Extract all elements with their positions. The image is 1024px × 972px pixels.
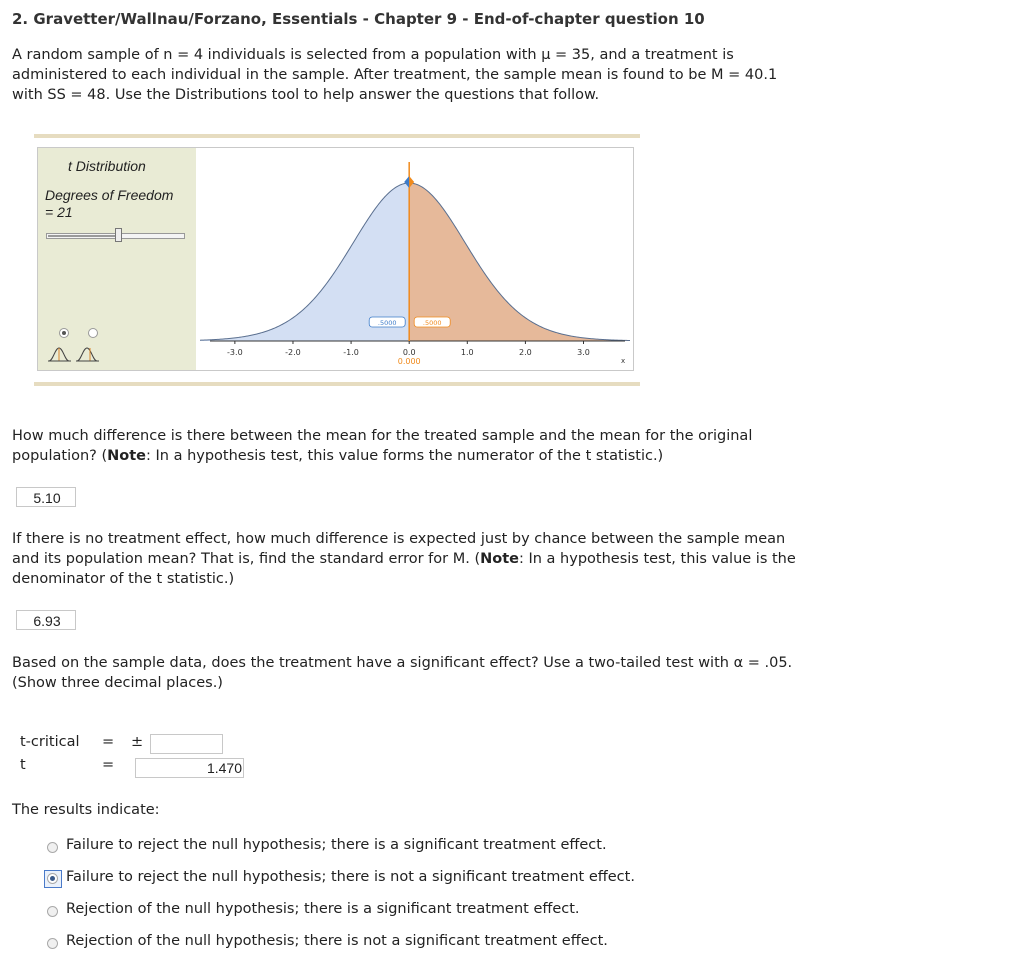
t-critical-equals: = [102,734,115,750]
question-2 [12,529,802,589]
t-statistic-value: 1.470 [206,760,242,776]
option-1-radio[interactable] [47,842,58,853]
t-critical-label: t-critical [20,734,80,750]
q1-text: How much difference is there between the mean for the treated sample and the mean for the original population? ( [12,428,753,464]
q2-text: If there is no treatment effect, how much difference is expected just by chance between the sample mean and its population mean? That is, find the standard error for M. ( [12,531,786,567]
option-3-radio[interactable] [47,906,58,917]
q1-answer-field[interactable] [16,487,76,507]
x-tick-label: 3.0 [577,348,590,357]
df-slider-thumb[interactable] [115,228,122,242]
df-label: Degrees of Freedom [45,187,174,203]
q1-text-tail: : In a hypothesis test, this value forms the numerator of the t statistic.) [146,448,664,464]
q2-answer-field[interactable] [16,610,76,630]
option-4-radio[interactable] [47,938,58,949]
distribution-tool [37,147,634,371]
one-curve-radio[interactable] [59,328,69,338]
x-tick-label: -3.0 [227,348,243,357]
t-critical-input[interactable] [150,734,223,754]
q1-note-label: Note [107,448,146,464]
option-1-label[interactable]: Failure to reject the null hypothesis; there is a significant treatment effect. [66,837,607,853]
option-2-label[interactable]: Failure to reject the null hypothesis; there is not a significant treatment effect. [66,869,635,885]
plus-minus-sign: ± [131,734,144,750]
question-3: Based on the sample data, does the treatment have a significant effect? Use a two-tailed test with α = .05. (Show three decimal places.) [12,655,793,691]
option-4-label[interactable]: Rejection of the null hypothesis; there is not a significant treatment effect. [66,933,608,949]
single-curve-icon[interactable] [47,345,71,363]
q2-text-tail: : In a hypothesis test, this value is the denominator of the t statistic.) [12,551,796,587]
tool-top-border [34,134,640,138]
df-value: = 21 [45,204,73,220]
option-2-radio[interactable] [47,873,58,884]
t-statistic-equals: = [102,757,115,773]
q1-answer-value: 5.10 [33,490,61,506]
two-curve-radio[interactable] [88,328,98,338]
right-area-label: .5000 [422,319,442,327]
x-tick-label: 0.0 [402,348,416,357]
question-intro: A random sample of n = 4 individuals is selected from a population with μ = 35, and a treatment is administered to each individual in the sample. After treatment, the sample mean is found to be M = 40.1 with SS = 48. Use the Distributions tool to help answer the questions that follow. [12,47,778,103]
question-1 [12,426,802,466]
tool-bottom-border [34,382,640,386]
option-3-label[interactable]: Rejection of the null hypothesis; there is a significant treatment effect. [66,901,580,917]
q2-note-label: Note [480,551,519,567]
x-tick-label: 1.0 [460,348,474,357]
curve-mode-icons [47,344,107,366]
x-tick-label: -2.0 [285,348,301,357]
left-area-label: .5000 [377,319,397,327]
x-tick-label: -1.0 [343,348,359,357]
results-label: The results indicate: [12,802,160,818]
tool-sidebar [38,148,196,370]
x-tick-label: 2.0 [519,348,532,357]
distribution-title: t Distribution [68,158,146,174]
df-slider-fill [48,235,118,237]
x-axis-label: x [621,357,626,365]
t-statistic-input[interactable] [135,758,244,778]
q2-answer-value: 6.93 [33,613,61,629]
cursor-value-label: 0.000 [397,357,421,366]
double-curve-icon[interactable] [76,348,99,361]
t-statistic-label: t [20,757,26,773]
t-distribution-chart [197,148,633,370]
question-title: 2. Gravetter/Wallnau/Forzano, Essentials - Chapter 9 - End-of-chapter question 10 [12,10,705,28]
